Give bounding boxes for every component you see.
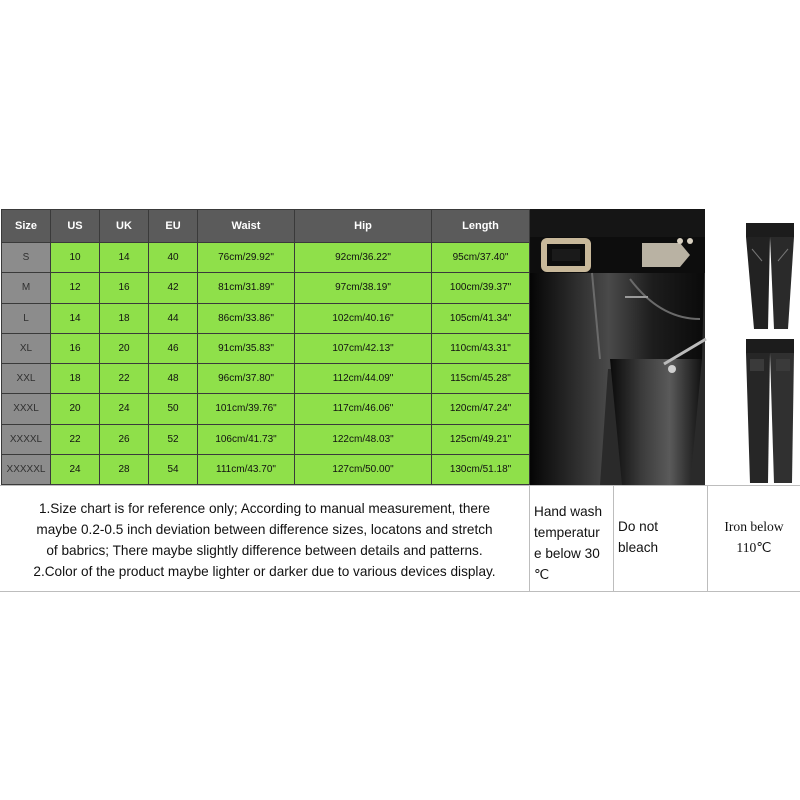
care-text: Do not (618, 519, 659, 534)
eu-cell: 46 (149, 333, 198, 363)
header-us: US (51, 210, 100, 243)
size-cell: S (2, 243, 51, 273)
care-hand-wash (529, 486, 613, 591)
waist-cell: 106cm/41.73" (198, 424, 295, 454)
uk-cell: 14 (100, 243, 149, 273)
table-row (2, 303, 530, 333)
table-row (2, 454, 530, 484)
eu-cell: 42 (149, 273, 198, 303)
us-cell: 18 (51, 364, 100, 394)
eu-cell: 44 (149, 303, 198, 333)
table-row (2, 333, 530, 363)
care-text: 110℃ (736, 540, 772, 555)
disclaimer-line: maybe 0.2-0.5 inch deviation between difference sizes, locatons and stretch (36, 522, 493, 537)
hip-cell: 112cm/44.09" (295, 364, 432, 394)
leather-pants-front-photo (744, 221, 796, 329)
size-chart-header (2, 210, 530, 243)
eu-cell: 52 (149, 424, 198, 454)
care-text: e below 30 (534, 546, 600, 561)
length-cell: 120cm/47.24" (432, 394, 530, 424)
us-cell: 14 (51, 303, 100, 333)
us-cell: 22 (51, 424, 100, 454)
table-row (2, 243, 530, 273)
size-cell: M (2, 273, 51, 303)
header-uk: UK (100, 210, 149, 243)
size-cell: XXXL (2, 394, 51, 424)
uk-cell: 28 (100, 454, 149, 484)
waist-cell: 96cm/37.80" (198, 364, 295, 394)
header-waist: Waist (198, 210, 295, 243)
us-cell: 10 (51, 243, 100, 273)
product-photo-panel (530, 209, 800, 485)
leather-pants-back-photo (742, 337, 798, 483)
table-row (2, 273, 530, 303)
waist-cell: 76cm/29.92" (198, 243, 295, 273)
length-cell: 95cm/37.40" (432, 243, 530, 273)
hip-cell: 102cm/40.16" (295, 303, 432, 333)
uk-cell: 20 (100, 333, 149, 363)
waist-cell: 101cm/39.76" (198, 394, 295, 424)
length-cell: 115cm/45.28" (432, 364, 530, 394)
size-cell: L (2, 303, 51, 333)
uk-cell: 24 (100, 394, 149, 424)
eu-cell: 40 (149, 243, 198, 273)
disclaimer-line: of babrics; There maybe slightly difference between details and patterns. (46, 543, 483, 558)
hip-cell: 92cm/36.22" (295, 243, 432, 273)
uk-cell: 26 (100, 424, 149, 454)
header-eu: EU (149, 210, 198, 243)
header-length: Length (432, 210, 530, 243)
care-iron (707, 486, 800, 591)
table-row (2, 364, 530, 394)
length-cell: 130cm/51.18" (432, 454, 530, 484)
disclaimer-line: 1.Size chart is for reference only; According to manual measurement, there (38, 501, 491, 516)
header-hip: Hip (295, 210, 432, 243)
length-cell: 125cm/49.21" (432, 424, 530, 454)
size-chart-table (1, 209, 530, 485)
care-text: temperatur (534, 525, 600, 540)
us-cell: 12 (51, 273, 100, 303)
waist-cell: 86cm/33.86" (198, 303, 295, 333)
care-text: bleach (618, 540, 659, 555)
length-cell: 100cm/39.37" (432, 273, 530, 303)
disclaimer-line: 2.Color of the product maybe lighter or darker due to various devices display. (33, 564, 496, 579)
size-disclaimer (0, 486, 529, 591)
table-row (2, 424, 530, 454)
us-cell: 24 (51, 454, 100, 484)
us-cell: 16 (51, 333, 100, 363)
length-cell: 105cm/41.34" (432, 303, 530, 333)
eu-cell: 54 (149, 454, 198, 484)
uk-cell: 22 (100, 364, 149, 394)
care-text: ℃ (534, 567, 550, 582)
size-chart-body (2, 243, 530, 485)
header-size: Size (2, 210, 51, 243)
hip-cell: 122cm/48.03" (295, 424, 432, 454)
table-row (2, 394, 530, 424)
uk-cell: 16 (100, 273, 149, 303)
notes-section (0, 485, 800, 592)
eu-cell: 48 (149, 364, 198, 394)
waist-cell: 111cm/43.70" (198, 454, 295, 484)
size-cell: XXXXL (2, 424, 51, 454)
size-cell: XXL (2, 364, 51, 394)
eu-cell: 50 (149, 394, 198, 424)
leather-pants-closeup-photo (530, 209, 706, 485)
care-no-bleach (613, 486, 707, 591)
header-row (2, 210, 530, 243)
hip-cell: 97cm/38.19" (295, 273, 432, 303)
size-cell: XXXXXL (2, 454, 51, 484)
size-cell: XL (2, 333, 51, 363)
hip-cell: 107cm/42.13" (295, 333, 432, 363)
waist-cell: 91cm/35.83" (198, 333, 295, 363)
length-cell: 110cm/43.31" (432, 333, 530, 363)
care-text: Hand wash (534, 504, 603, 519)
us-cell: 20 (51, 394, 100, 424)
hip-cell: 117cm/46.06" (295, 394, 432, 424)
hip-cell: 127cm/50.00" (295, 454, 432, 484)
waist-cell: 81cm/31.89" (198, 273, 295, 303)
uk-cell: 18 (100, 303, 149, 333)
care-text: Iron below (724, 519, 784, 534)
